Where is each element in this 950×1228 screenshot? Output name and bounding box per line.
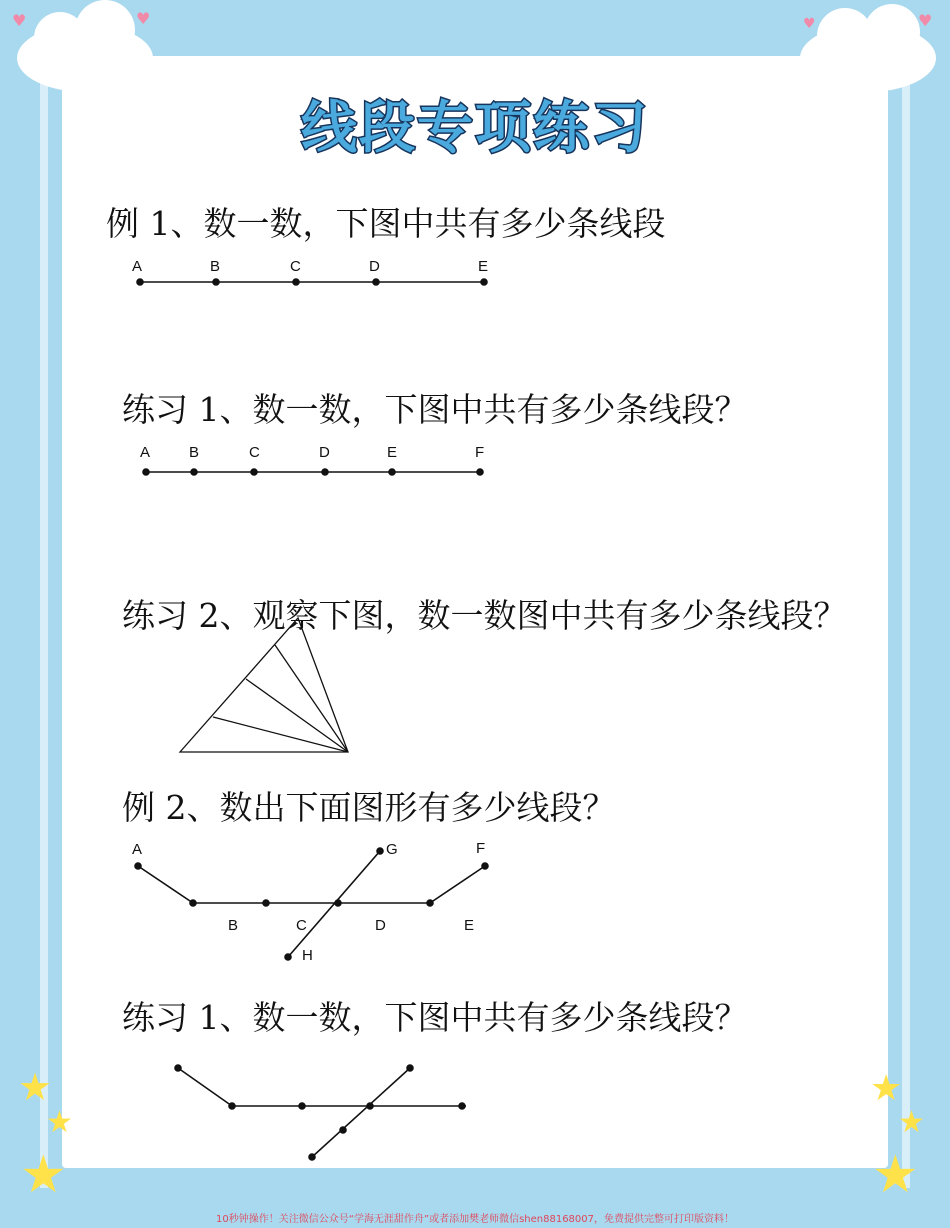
point-f	[482, 863, 488, 869]
point-e	[427, 900, 433, 906]
label-d: D	[319, 444, 330, 461]
point	[407, 1065, 413, 1071]
point-e	[389, 469, 395, 475]
figure-3-triangle	[180, 618, 348, 752]
footer-note: 10秒钟操作！关注微信公众号“学海无涯甜作舟”或者添加樊老师微信shen88168007，免费提供完整可打印版资料！	[215, 1214, 735, 1225]
point	[175, 1065, 181, 1071]
figure-5-lines	[175, 1065, 466, 1160]
label-f: F	[475, 444, 485, 461]
point-d	[322, 469, 328, 475]
point-a	[135, 863, 141, 869]
label-e: E	[478, 258, 489, 275]
practice-1-question: 练习 1、数一数，下图中共有多少条线段？	[122, 390, 748, 429]
point-b	[213, 279, 219, 285]
figure-1-line	[132, 258, 488, 285]
star-icon: ★	[898, 1105, 925, 1140]
label-b: B	[210, 258, 221, 275]
label-b: B	[189, 444, 200, 461]
point-d	[335, 900, 341, 906]
point-d	[373, 279, 379, 285]
point-a	[143, 469, 149, 475]
point	[459, 1103, 465, 1109]
point-c	[263, 900, 269, 906]
label-a: A	[132, 258, 143, 275]
point	[229, 1103, 235, 1109]
star-icon: ★	[870, 1068, 903, 1109]
point	[367, 1103, 373, 1109]
point-c	[251, 469, 257, 475]
label-g: G	[386, 841, 398, 858]
label-f: F	[476, 840, 486, 857]
label-b: B	[228, 917, 239, 934]
star-icon: ★	[46, 1105, 73, 1140]
heart-icon: ♥	[918, 11, 933, 30]
example-2-question: 例 2、数出下面图形有多少线段？	[122, 788, 616, 827]
star-icon: ★	[872, 1145, 919, 1205]
point-b	[190, 900, 196, 906]
label-c: C	[296, 917, 307, 934]
point-b	[191, 469, 197, 475]
star-icon: ★	[18, 1065, 53, 1109]
label-d: D	[375, 917, 386, 934]
point-g	[377, 848, 383, 854]
point-c	[293, 279, 299, 285]
practice-3-question: 练习 1、数一数，下图中共有多少条线段？	[122, 998, 748, 1037]
label-c: C	[290, 258, 301, 275]
label-d: D	[369, 258, 380, 275]
label-a: A	[140, 444, 151, 461]
figure-4-lines	[132, 840, 488, 964]
star-icon: ★	[20, 1145, 67, 1205]
point	[309, 1154, 315, 1160]
label-a: A	[132, 841, 143, 858]
heart-icon: ♥	[803, 16, 816, 32]
label-c: C	[249, 444, 260, 461]
point-a	[137, 279, 143, 285]
page-title: 线段专项练习	[301, 96, 649, 161]
practice-2-question: 练习 2、观察下图，数一数图中共有多少条线段？	[122, 596, 847, 635]
point	[299, 1103, 305, 1109]
label-e: E	[464, 917, 475, 934]
point-e	[481, 279, 487, 285]
heart-icon: ♥	[136, 9, 151, 28]
label-h: H	[302, 947, 313, 964]
heart-icon: ♥	[12, 11, 27, 30]
label-e: E	[387, 444, 398, 461]
figure-2-line	[140, 444, 484, 475]
point-f	[477, 469, 483, 475]
point-h	[285, 954, 291, 960]
point	[340, 1127, 346, 1133]
example-1-question: 例 1、数一数，下图中共有多少条线段	[106, 204, 666, 243]
